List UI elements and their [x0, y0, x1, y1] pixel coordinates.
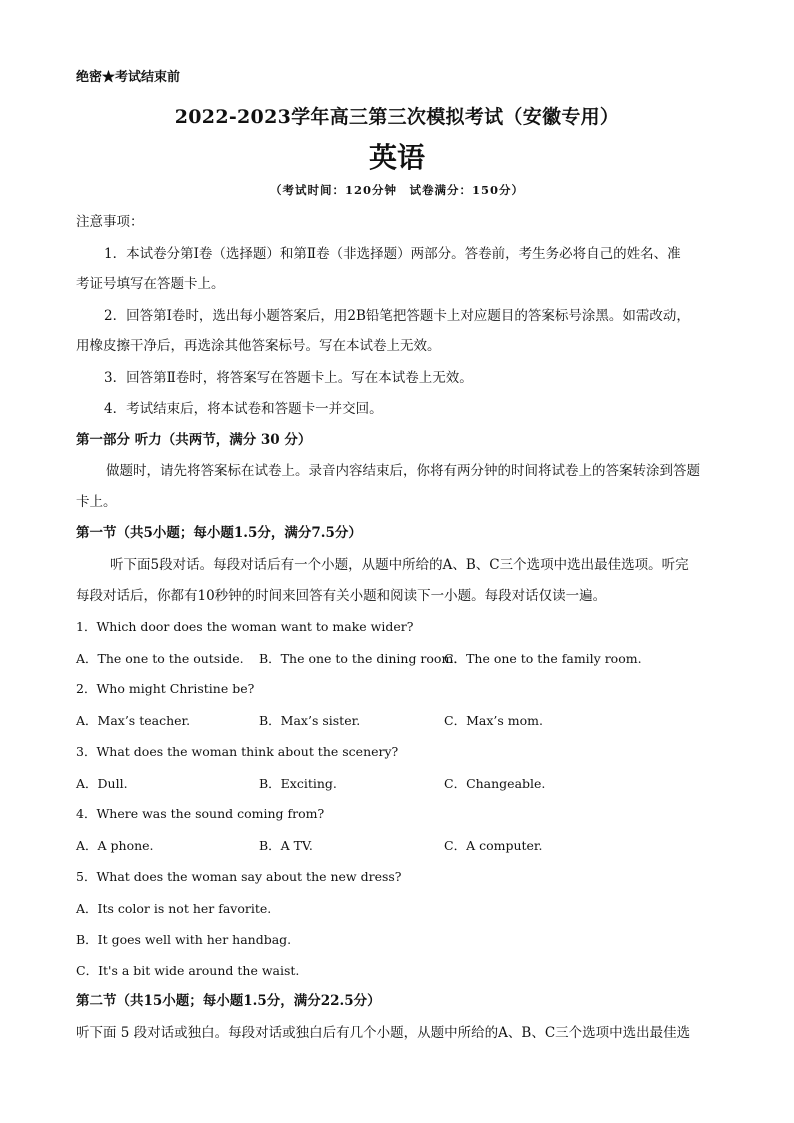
section1-instruction: 听下面5段对话。每段对话后有一个小题，从题中所给的A、B、C三个选项中选出最佳选项。听完	[110, 557, 689, 573]
question-5-option-b: B．It goes well with her handbag.	[76, 932, 292, 947]
question-2-option-a: A．Max’s teacher.	[76, 713, 191, 728]
part1-instruction-cont: 卡上。	[76, 494, 117, 510]
question-1-option-c: C．The one to the family room.	[444, 651, 642, 666]
question-3-option-a: A．Dull.	[76, 776, 128, 791]
note-item-2-cont: 用橡皮擦干净后，再选涂其他答案标号。写在本试卷上无效。	[76, 338, 441, 354]
question-4-stem: 4．Where was the sound coming from?	[76, 806, 325, 821]
exam-info: （考试时间：120分钟 试卷满分：150分）	[269, 183, 524, 197]
note-item-4: 4．考试结束后，将本试卷和答题卡一并交回。	[104, 401, 383, 417]
question-2-stem: 2．Who might Christine be?	[76, 681, 255, 696]
notes-heading: 注意事项：	[76, 214, 144, 230]
part1-heading: 第一部分 听力（共两节，满分 30 分）	[76, 432, 312, 448]
question-1-option-a: A．The one to the outside.	[76, 651, 244, 666]
question-2-option-b: B．Max’s sister.	[259, 713, 361, 728]
section2-heading: 第二节（共15小题；每小题1.5分，满分22.5分）	[76, 993, 381, 1009]
exam-title: 2022-2023学年高三第三次模拟考试（安徽专用）	[174, 106, 620, 128]
question-3-option-c: C．Changeable.	[444, 776, 546, 791]
section2-instruction: 听下面 5 段对话或独白。每段对话或独白后有几个小题，从题中所给的A、B、C三个选项中选出最佳选	[76, 1025, 691, 1041]
section1-heading: 第一节（共5小题；每小题1.5分，满分7.5分）	[76, 525, 362, 541]
question-3-stem: 3．What does the woman think about the scenery?	[76, 744, 399, 759]
note-item-1: 1．本试卷分第Ⅰ卷（选择题）和第Ⅱ卷（非选择题）两部分。答卷前，考生务必将自己的姓名、准	[104, 246, 681, 262]
question-5-stem: 5．What does the woman say about the new dress?	[76, 869, 402, 884]
question-4-option-a: A．A phone.	[76, 838, 154, 853]
note-item-3: 3．回答第Ⅱ卷时，将答案写在答题卡上。写在本试卷上无效。	[104, 370, 473, 386]
question-2-option-c: C．Max’s mom.	[444, 713, 543, 728]
question-1-stem: 1．Which door does the woman want to make wider?	[76, 619, 414, 634]
subject-title: 英语	[368, 141, 425, 174]
note-item-2: 2．回答第Ⅰ卷时，选出每小题答案后，用2B铅笔把答题卡上对应题目的答案标号涂黑。如需改动，	[104, 308, 690, 324]
confidential-label: 绝密★考试结束前	[76, 70, 181, 85]
part1-instruction: 做题时，请先将答案标在试卷上。录音内容结束后，你将有两分钟的时间将试卷上的答案转涂到答题	[106, 463, 700, 479]
question-4-option-b: B．A TV.	[259, 838, 313, 853]
note-item-1-cont: 考证号填写在答题卡上。	[76, 276, 225, 292]
question-5-option-a: A．Its color is not her favorite.	[76, 901, 272, 916]
question-4-option-c: C．A computer.	[444, 838, 543, 853]
question-1-option-b: B．The one to the dining room.	[259, 651, 458, 666]
question-3-option-b: B．Exciting.	[259, 776, 337, 791]
question-5-option-c: C．It's a bit wide around the waist.	[76, 963, 300, 978]
section1-instruction-cont: 每段对话后，你都有10秒钟的时间来回答有关小题和阅读下一小题。每段对话仅读一遍。	[76, 588, 607, 604]
